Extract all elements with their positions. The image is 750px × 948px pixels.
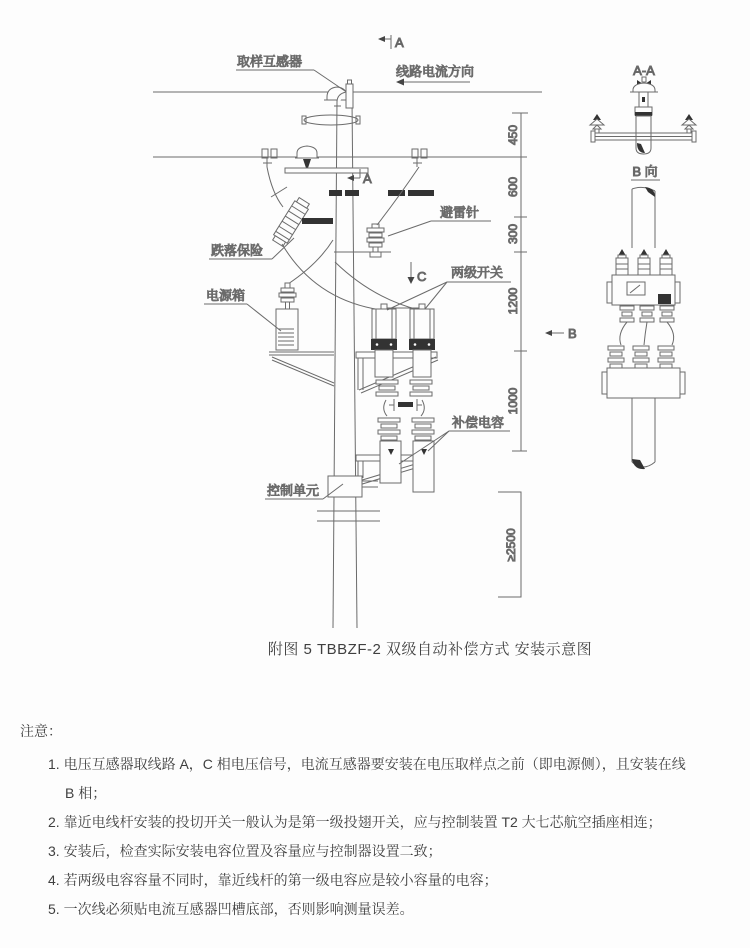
- connecting-wire-left: [384, 400, 387, 416]
- wire-clamp-right: [412, 149, 427, 167]
- control-unit-device: [328, 476, 378, 497]
- dimension-1000: 1000: [506, 387, 520, 415]
- jumper-wire-to-switch2: [335, 262, 419, 310]
- jumper-wire-fuse-to-switch1: [282, 244, 381, 310]
- notes-list: [48, 750, 698, 924]
- label-compensation-capacitor: 补偿电容: [452, 415, 505, 430]
- left-arrow-icon: [545, 330, 552, 336]
- dimension-300: 300: [506, 223, 520, 245]
- connecting-wire-right: [421, 400, 424, 416]
- wire-clamp-left: [262, 149, 277, 167]
- dimension-450: 450: [506, 124, 520, 146]
- direction-marker-c: [408, 262, 415, 284]
- left-arrow-icon: [378, 36, 385, 42]
- direction-marker-b: [545, 330, 564, 336]
- view-b: [602, 180, 685, 469]
- down-arrow-icon: [408, 277, 415, 284]
- vacuum-switch-2: [409, 304, 435, 377]
- dimension-1200: 1200: [506, 287, 520, 315]
- note-item-2: 2. 靠近电线杆安装的投切开关一般认为是第一级投翅开关，应与控制装置 T2 大七芯航空插座相连；: [48, 814, 662, 830]
- dimension-2500: ≥2500: [504, 528, 518, 562]
- direction-letter-c: C: [417, 269, 427, 284]
- dimension-600: 600: [506, 176, 520, 198]
- note-item-4: 4. 若两级电容容量不同时，靠近线杆的第一级电容应是较小容量的电容；: [48, 872, 498, 888]
- view-aa: [590, 77, 696, 154]
- switch-insulator-stacks: [376, 380, 432, 396]
- label-control-unit: 控制单元: [267, 483, 320, 498]
- pole-top-crossarm: [302, 115, 360, 125]
- current-direction-arrow-icon: [396, 79, 404, 86]
- note-item-1: 1. 电压互感器取线路 A，C 相电压信号，电流互感器要安装在电压取样点之前（即电源侧），且安装在线 B 相；: [48, 756, 686, 801]
- capacitor-insulator-stacks: [378, 418, 434, 440]
- section-letter-a-mid: A: [363, 171, 372, 186]
- view-b-title: B 向: [632, 164, 658, 179]
- compensation-capacitor-1: [380, 441, 401, 483]
- section-letter-a-top: A: [395, 35, 404, 50]
- notes-heading: 注意：: [20, 723, 62, 739]
- label-two-stage-switch: 两级开关: [451, 265, 504, 280]
- label-dropout-fuse: 跌落保险: [211, 243, 264, 258]
- pin-insulator-pole: [285, 146, 368, 173]
- jumper-wire-to-fuse: [267, 167, 283, 207]
- power-box-device: [269, 283, 334, 386]
- label-leader-lines: [204, 70, 511, 499]
- dropout-fuse-device: [271, 197, 333, 248]
- notes-section: [20, 722, 720, 924]
- label-sampling-ct: 取样互感器: [237, 54, 303, 69]
- note-item-3: 3. 安装后，检查实际安装电容位置及容量应与控制器设置二致；: [48, 843, 442, 859]
- note-item-5: 5. 一次线必须贴电流互感器凹槽底部，否则影响测量误差。: [48, 901, 414, 917]
- figure-caption: 附图 5 TBBZF-2 双级自动补偿方式 安装示意图: [267, 641, 593, 658]
- label-lightning-rod: 避雷针: [440, 205, 480, 220]
- direction-letter-b: B: [568, 326, 577, 341]
- lightning-arrester-device: [334, 224, 391, 257]
- section-marker-a-top: [378, 35, 391, 49]
- label-line-current-direction: 线路电流方向: [396, 64, 475, 79]
- label-power-box: 电源箱: [206, 288, 246, 303]
- left-arrow-icon: [347, 175, 354, 181]
- terminal-bar: [389, 399, 422, 411]
- view-aa-title: A-A: [633, 63, 655, 78]
- crossarm-heavy-bar: [329, 190, 434, 196]
